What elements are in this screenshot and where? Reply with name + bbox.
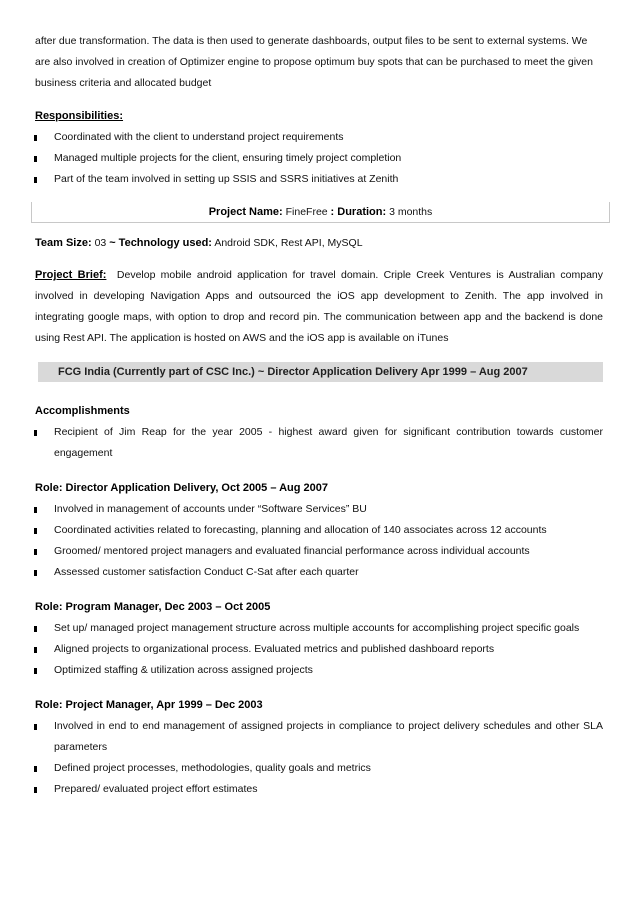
list-item: Defined project processes, methodologies, quality goals and metrics: [35, 758, 603, 779]
bullet-icon: [34, 724, 37, 730]
bullet-icon: [34, 177, 37, 183]
list-item: Managed multiple projects for the client, ensuring timely project completion: [35, 148, 603, 169]
responsibilities-heading: Responsibilities:: [35, 110, 124, 122]
list-item: Coordinated activities related to forecasting, planning and allocation of 140 associates across 12 accounts: [35, 520, 603, 541]
intro-line-1: after due transformation. The data is then used to generate dashboards, output files to be sent to external systems. We: [35, 35, 588, 47]
bullet-icon: [34, 528, 37, 534]
accomplishments-list: [35, 422, 603, 464]
intro-paragraph: [35, 31, 603, 94]
role-heading-director: Role: Director Application Delivery, Oct 2005 – Aug 2007: [35, 482, 329, 494]
project-brief-text: Develop mobile android application for travel domain. Criple Creek Ventures is Australian company involved in developing Navigation Apps and outsourced the iOS app development to Zenith. The app involved in integrating google maps, with option to drop and record pin. The communication between app and the backend is done using Rest API. The application is hosted on AWS and the iOS app is available on iTunes: [35, 269, 603, 344]
project-brief-label: Project Brief:: [35, 269, 107, 281]
bullet-icon: [34, 626, 37, 632]
project-brief: [35, 265, 603, 349]
bullet-icon: [34, 647, 37, 653]
project-name-box: [31, 202, 610, 223]
employer-banner: FCG India (Currently part of CSC Inc.) ~ Director Application Delivery Apr 1999 – Aug 2007: [38, 362, 603, 382]
bullet-icon: [34, 156, 37, 162]
role-program-manager-list: [35, 618, 603, 681]
duration-label: : Duration:: [330, 206, 387, 218]
bullet-icon: [34, 549, 37, 555]
list-item: Aligned projects to organizational process. Evaluated metrics and published dashboard reports: [35, 639, 603, 660]
accomplishments-heading: Accomplishments: [35, 405, 130, 417]
role-director-list: [35, 499, 603, 583]
bullet-icon: [34, 787, 37, 793]
list-item: Assessed customer satisfaction Conduct C-Sat after each quarter: [35, 562, 603, 583]
duration-value: 3 months: [389, 206, 433, 218]
list-item: Optimized staffing & utilization across assigned projects: [35, 660, 603, 681]
team-size-label: Team Size:: [35, 237, 92, 249]
list-item: Involved in end to end management of assigned projects in compliance to project delivery schedules and other SLA parameters: [35, 716, 603, 758]
bullet-icon: [34, 430, 37, 436]
bullet-icon: [34, 507, 37, 513]
intro-line-2: are also involved in creation of Optimizer engine to propose optimum buy spots that can be purchased to meet the given: [35, 56, 593, 68]
intro-line-3: business criteria and allocated budget: [35, 77, 212, 89]
responsibilities-list: [35, 127, 603, 190]
team-size-value: 03: [94, 237, 107, 249]
project-name-value: FineFree: [285, 206, 328, 218]
list-item: Set up/ managed project management structure across multiple accounts for accomplishing project specific goals: [35, 618, 603, 639]
bullet-icon: [34, 135, 37, 141]
bullet-icon: [34, 766, 37, 772]
bullet-icon: [34, 570, 37, 576]
team-tech-line: [35, 233, 603, 254]
resume-page: [35, 31, 603, 800]
technology-value: Android SDK, Rest API, MySQL: [214, 237, 363, 249]
list-item: Part of the team involved in setting up SSIS and SSRS initiatives at Zenith: [35, 169, 603, 190]
role-heading-program-manager: Role: Program Manager, Dec 2003 – Oct 2005: [35, 601, 271, 613]
list-item: Prepared/ evaluated project effort estimates: [35, 779, 603, 800]
technology-label: ~ Technology used:: [109, 237, 212, 249]
list-item: Involved in management of accounts under “Software Services” BU: [35, 499, 603, 520]
list-item: Recipient of Jim Reap for the year 2005 - highest award given for significant contribution towards customer engagement: [35, 422, 603, 464]
list-item: Groomed/ mentored project managers and evaluated financial performance across individual accounts: [35, 541, 603, 562]
role-project-manager-list: [35, 716, 603, 800]
project-name-label: Project Name:: [208, 206, 283, 218]
list-item: Coordinated with the client to understand project requirements: [35, 127, 603, 148]
role-heading-project-manager: Role: Project Manager, Apr 1999 – Dec 2003: [35, 699, 263, 711]
bullet-icon: [34, 668, 37, 674]
